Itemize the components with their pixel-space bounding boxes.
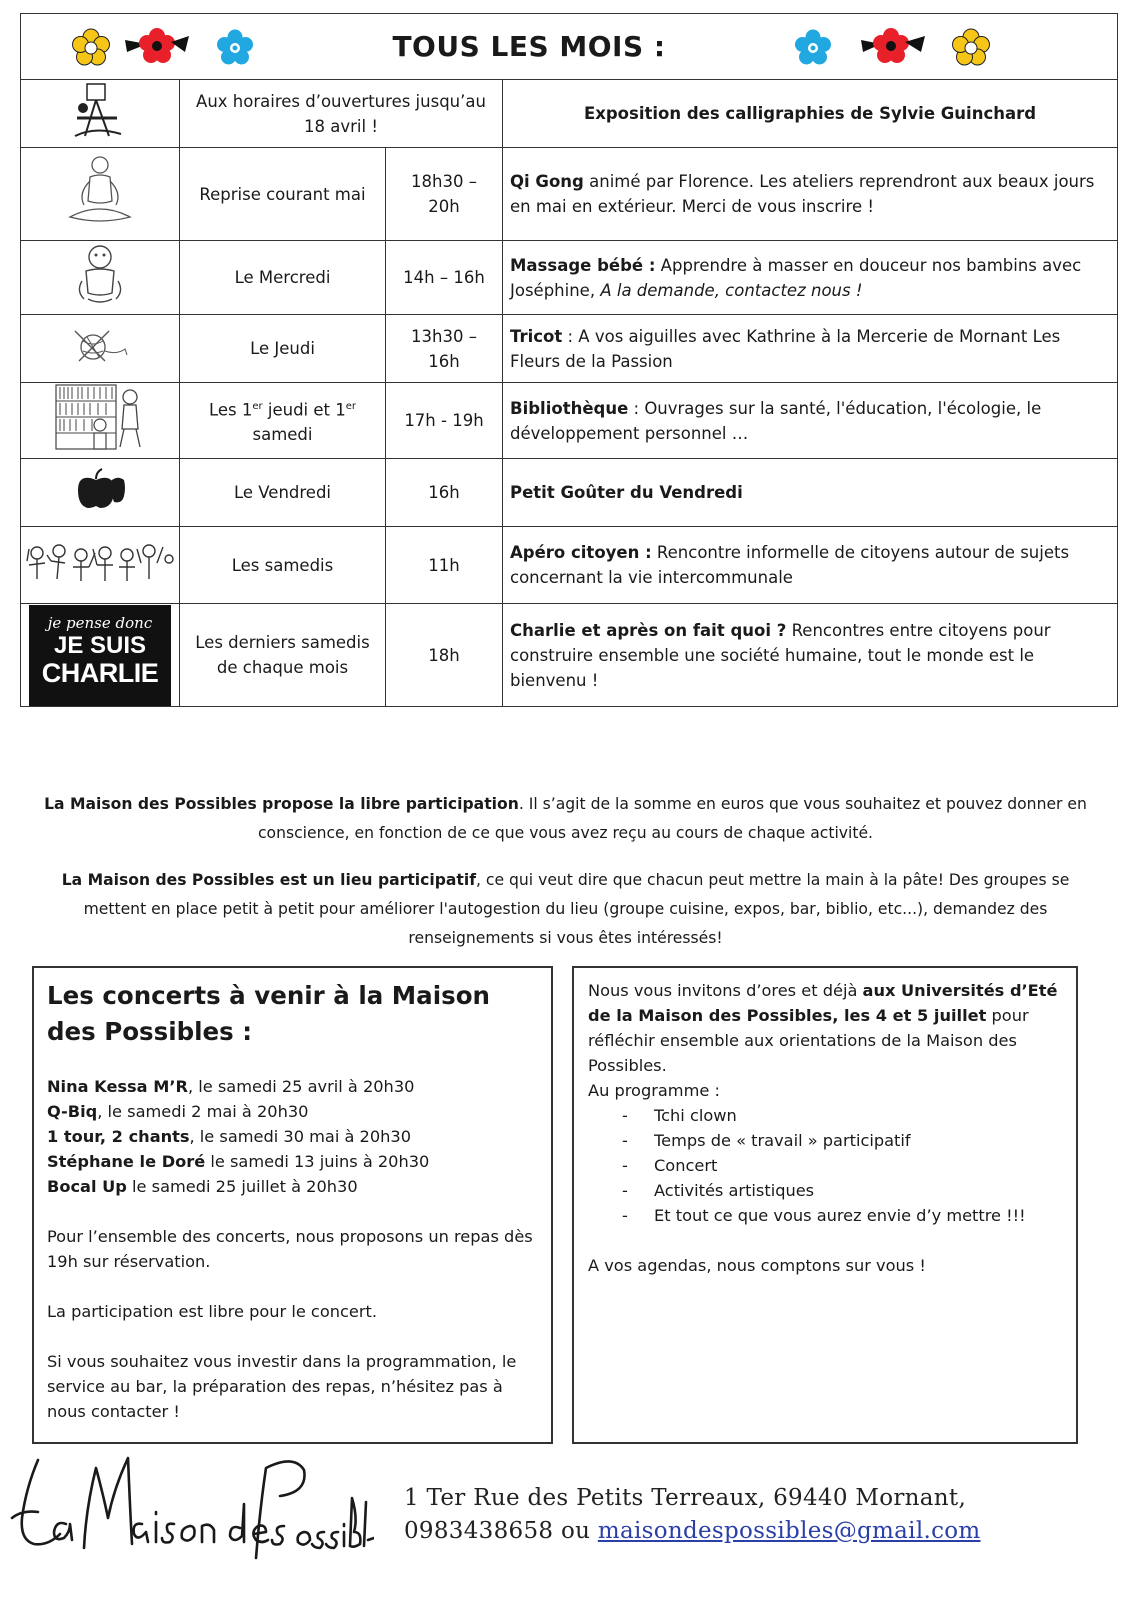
program-list <box>588 1103 1062 1228</box>
concert-item <box>47 1074 538 1099</box>
dash-bullet: - <box>622 1156 628 1175</box>
row-description <box>503 459 1118 527</box>
row-details: Rencontre informelle de citoyens autour de sujets concernant la vie intercommunale <box>510 543 1070 587</box>
concert-item <box>47 1099 538 1124</box>
row-description <box>503 241 1118 315</box>
charlie-logo-text: CHARLIE <box>41 657 159 688</box>
address-line: 1 Ter Rue des Petits Terreaux, 69440 Mornant, <box>404 1485 967 1511</box>
row-time: 18h30 – 20h <box>386 148 503 241</box>
row-icon-cell <box>21 459 180 527</box>
row-description <box>503 604 1118 707</box>
row-when: Aux horaires d’ouvertures jusqu’au 18 avril ! <box>180 80 503 148</box>
row-description <box>503 383 1118 459</box>
table-row <box>21 604 1118 707</box>
ordinal-suffix: er <box>252 400 263 412</box>
page-title: TOUS LES MOIS : <box>392 30 666 63</box>
concert-item <box>47 1124 538 1149</box>
people-icon <box>25 539 175 585</box>
row-time: 11h <box>386 527 503 604</box>
meditation-icon <box>60 153 140 229</box>
dash-bullet: - <box>622 1106 628 1125</box>
row-time: 16h <box>386 459 503 527</box>
concert-date: , le samedi 2 mai à 20h30 <box>97 1102 309 1121</box>
schedule-table <box>20 13 1118 707</box>
row-icon-cell <box>21 241 180 315</box>
participatory-text: , ce qui veut dire que chacun peut mettre la main à la pâte! Des groupes se mettent en place petit à petit pour améliorer l'autogestion du lieu (groupe cuisine, expos, bar, biblio, etc...), demandez des renseignements si vous êtes intéressés! <box>83 871 1070 947</box>
closing-text: A vos agendas, nous comptons sur vous ! <box>588 1256 926 1275</box>
program-item <box>588 1178 1062 1203</box>
participatory-bold: La Maison des Possibles est un lieu participatif <box>61 871 476 889</box>
flowers-right-icon <box>791 24 1011 70</box>
when-text: jeudi et 1 <box>262 400 346 420</box>
concert-artist: Nina Kessa M’R <box>47 1077 188 1096</box>
row-activity: Bibliothèque <box>510 398 629 418</box>
concert-help-info: Si vous souhaitez vous investir dans la programmation, le service au bar, la préparation des repas, n’hésitez pas à nous contacter ! <box>47 1352 517 1421</box>
row-details: : A vos aiguilles avec Kathrine à la Mercerie de Mornant Les Fleurs de la Passion <box>510 326 1061 371</box>
dash-bullet: - <box>622 1206 628 1225</box>
table-row <box>21 383 1118 459</box>
row-time: 18h <box>386 604 503 707</box>
concert-item <box>47 1174 538 1199</box>
program-item <box>588 1203 1062 1228</box>
concert-artist: Stéphane le Doré <box>47 1152 206 1171</box>
row-time: 17h - 19h <box>386 383 503 459</box>
concerts-title: Les concerts à venir à la Maison des Possibles : <box>47 981 490 1046</box>
program-item-text: Activités artistiques <box>654 1181 815 1200</box>
row-time: 14h – 16h <box>386 241 503 315</box>
dash-bullet: - <box>622 1181 628 1200</box>
row-description <box>503 148 1118 241</box>
concert-date: le samedi 25 juillet à 20h30 <box>126 1177 358 1196</box>
row-activity: Apéro citoyen : <box>510 543 652 562</box>
table-row <box>21 80 1118 148</box>
concert-date: le samedi 13 juins à 20h30 <box>205 1152 430 1171</box>
program-item <box>588 1103 1062 1128</box>
table-row <box>21 241 1118 315</box>
charlie-logo-text: JE SUIS <box>53 631 147 659</box>
when-text: samedi <box>252 425 313 445</box>
baby-massage-icon <box>70 241 130 307</box>
row-activity: Exposition des calligraphies de Sylvie Guinchard <box>583 104 1037 123</box>
participation-bold: La Maison des Possibles propose la libre participation <box>44 795 519 813</box>
charlie-icon <box>29 605 171 706</box>
row-details: : Ouvrages sur la santé, l'éducation, l'écologie, le développement personnel … <box>510 398 1042 443</box>
row-icon-cell <box>21 604 180 707</box>
concert-free-info: La participation est libre pour le concert. <box>47 1302 377 1321</box>
library-icon <box>54 383 146 451</box>
table-header <box>21 14 1118 80</box>
row-note: A la demande, contactez nous ! <box>600 280 863 300</box>
program-item <box>588 1128 1062 1153</box>
charlie-logo-text: je pense donc <box>47 613 153 632</box>
row-when: Le Mercredi <box>180 241 386 315</box>
contact-line <box>404 1515 981 1548</box>
concert-artist: Q-Biq <box>47 1102 98 1121</box>
participatory-paragraph <box>30 866 1101 953</box>
row-details: Apprendre à masser en douceur nos bambins avec Joséphine, <box>510 255 1082 300</box>
row-icon-cell <box>21 383 180 459</box>
table-header-row <box>21 14 1118 80</box>
program-item-text: Et tout ce que vous aurez envie d’y mettre !!! <box>654 1206 1026 1225</box>
row-when: Les samedis <box>180 527 386 604</box>
flowers-left-icon <box>69 24 289 70</box>
concerts-box <box>32 966 553 1444</box>
dash-bullet: - <box>622 1131 628 1150</box>
phone-number: 0983438658 <box>404 1518 554 1544</box>
table-row <box>21 148 1118 241</box>
row-when: Le Vendredi <box>180 459 386 527</box>
row-activity: Charlie et après on fait quoi ? <box>510 620 787 640</box>
invitation-bold: aux Universités d’Eté de la Maison des Possibles, les 4 et 5 juillet <box>588 981 1058 1025</box>
row-icon-cell <box>21 80 180 148</box>
concert-item <box>47 1149 538 1174</box>
contact-address <box>404 1482 981 1548</box>
concert-artist: Bocal Up <box>47 1177 127 1196</box>
invitation-text: Nous vous invitons d’ores et déjà <box>588 981 863 1000</box>
email-link[interactable]: maisondespossibles@gmail.com <box>597 1518 981 1544</box>
or-text: ou <box>553 1518 598 1544</box>
row-details: animé par Florence. Les ateliers reprendront aux beaux jours en mai en extérieur. Merci de vous inscrire ! <box>510 172 1095 216</box>
row-activity: Tricot <box>510 326 563 346</box>
program-item-text: Tchi clown <box>654 1106 737 1125</box>
row-time: 13h30 – 16h <box>386 315 503 383</box>
concert-list <box>47 1074 538 1199</box>
participation-paragraph <box>30 790 1101 848</box>
concert-date: , le samedi 25 avril à 20h30 <box>187 1077 415 1096</box>
program-label: Au programme : <box>588 1081 720 1100</box>
program-item <box>588 1153 1062 1178</box>
row-description <box>503 315 1118 383</box>
program-item-text: Concert <box>654 1156 718 1175</box>
row-description <box>503 80 1118 148</box>
table-row <box>21 527 1118 604</box>
row-icon-cell <box>21 527 180 604</box>
knitting-icon <box>65 325 135 365</box>
row-activity: Massage bébé : <box>510 255 656 275</box>
row-when: Les derniers samedis de chaque mois <box>180 604 386 707</box>
university-invitation <box>588 978 1062 1078</box>
row-activity: Petit Goûter du Vendredi <box>510 483 743 502</box>
row-when <box>180 383 386 459</box>
university-box <box>572 966 1078 1444</box>
row-details: Rencontres entre citoyens pour construire ensemble une société humaine, tout le monde est le bienvenu ! <box>510 620 1051 690</box>
easel-icon <box>65 80 135 140</box>
invitation-text: pour réfléchir ensemble aux orientations de la Maison des Possibles. <box>588 1006 1029 1075</box>
program-item-text: Temps de « travail » participatif <box>654 1131 911 1150</box>
participation-text: . Il s’agit de la somme en euros que vous souhaitez et pouvez donner en conscience, en fonction de ce que vous avez reçu au cours de chaque activité. <box>257 795 1087 842</box>
concert-date: , le samedi 30 mai à 20h30 <box>189 1127 412 1146</box>
concert-meal-info: Pour l’ensemble des concerts, nous proposons un repas dès 19h sur réservation. <box>47 1227 533 1271</box>
row-icon-cell <box>21 148 180 241</box>
row-when: Reprise courant mai <box>180 148 386 241</box>
when-text: Les 1 <box>208 400 253 420</box>
table-row <box>21 315 1118 383</box>
row-description <box>503 527 1118 604</box>
apple-icon <box>70 466 130 512</box>
maison-des-possibles-logo <box>4 1448 374 1560</box>
table-row <box>21 459 1118 527</box>
row-activity: Qi Gong <box>510 172 584 191</box>
row-icon-cell <box>21 315 180 383</box>
row-when: Le Jeudi <box>180 315 386 383</box>
ordinal-suffix: er <box>345 400 357 412</box>
concert-artist: 1 tour, 2 chants <box>47 1127 190 1146</box>
